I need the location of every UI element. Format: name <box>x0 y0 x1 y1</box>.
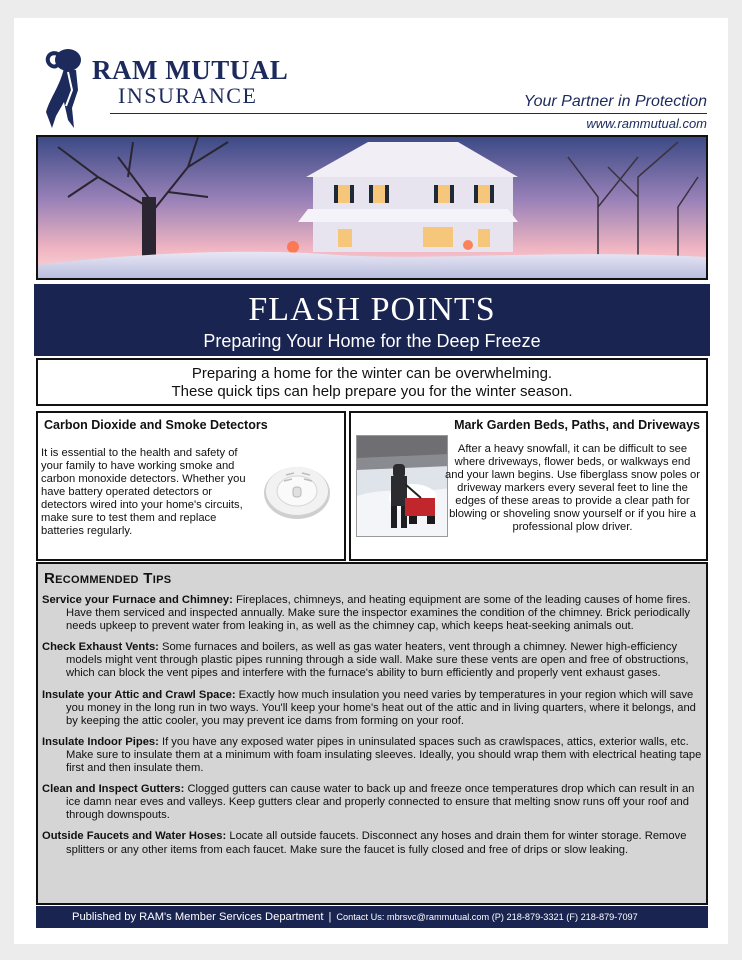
detectors-box <box>36 411 346 561</box>
tip-item <box>42 830 702 856</box>
tip-heading: Clean and Inspect Gutters: <box>42 783 185 796</box>
brand-line1: RAM MUTUAL <box>92 55 289 85</box>
website-link[interactable]: www.rammutual.com <box>586 116 707 131</box>
tip-text: Some furnaces and boilers, as well as gas water heaters, vent through a chimney. Newer high-efficiency models might vent through plastic pipes running through a side wall. Make sure these vents are open and free of obstructions, which can block the vent pipes and interfere with the furnace's ability to burn efficiently and properly vent exhaust gases. <box>66 641 689 680</box>
garden-box <box>349 411 708 561</box>
banner-subtitle: Preparing Your Home for the Deep Freeze <box>203 331 541 351</box>
tip-heading: Check Exhaust Vents: <box>42 641 159 654</box>
tip-heading: Insulate Indoor Pipes: <box>42 735 159 748</box>
detectors-text: It is essential to the health and safety of your family to have working smoke and carbon monoxide detectors. Whether you have battery operated detectors or detectors wired into your home's circuits, make sure to test them and replace batteries regularly. <box>41 447 246 537</box>
brand-name <box>92 56 288 108</box>
intro-line1: Preparing a home for the winter can be overwhelming. <box>191 365 553 382</box>
header-divider <box>110 113 707 114</box>
garden-text: After a heavy snowfall, it can be difficult to see where driveways, flower beds, or walkways end and your lawn begins. Use fiberglass snow poles or driveway markers every several feet to line the edges of these areas to provide a clear path for blowing or shoveling snow yourself or if you hire a professional plow driver. <box>445 443 700 533</box>
title-banner <box>34 284 710 356</box>
detectors-title: Carbon Dioxide and Smoke Detectors <box>44 418 268 432</box>
tip-item <box>42 736 702 775</box>
brand-line2: INSURANCE <box>118 83 258 108</box>
garden-title: Mark Garden Beds, Paths, and Driveways <box>454 418 700 432</box>
tip-heading: Insulate your Attic and Crawl Space: <box>42 688 236 701</box>
tip-heading: Outside Faucets and Water Hoses: <box>42 830 227 843</box>
tip-text: Exactly how much insulation you need varies by temperatures in your region which will save you money in the long run in two ways. You'll keep your home's heat out of the attic and in living quarters, where it belongs, and by keeping the attic cooler, you may prevent ice dams from forming on your roof. <box>66 688 696 727</box>
hero-image-winter-house <box>36 135 708 280</box>
tip-text: Locate all outside faucets. Disconnect any hoses and drain them for winter storage. Remove splitters or any other items from each faucet. Make sure the faucet is fully closed and free of drips or slow leaking. <box>66 830 687 856</box>
tip-item <box>42 689 702 728</box>
intro-box <box>36 358 708 406</box>
snowblower-photo <box>356 435 448 537</box>
tip-item <box>42 594 702 633</box>
intro-line2: These quick tips can help prepare you for the winter season. <box>171 383 573 400</box>
tip-text: Clogged gutters can cause water to back up and freeze once temperatures drop which can result in an ice damn near eves and valleys. Keep gutters clear and properly connected to ensure that melting snow runs off your roof and through downspouts. <box>66 783 695 822</box>
tips-title: Recommended Tips <box>44 570 172 587</box>
ram-logo-icon <box>38 46 90 132</box>
smoke-detector-icon <box>262 461 332 521</box>
tip-item <box>42 783 702 822</box>
tip-item <box>42 641 702 680</box>
tagline: Your Partner in Protection <box>523 93 707 110</box>
tip-text: Fireplaces, chimneys, and heating equipment are some of the leading causes of home fires. Have them serviced and inspected annually. Make sure the inspector examines the condition of the chimney. Brick periodically needs upkeep to prevent water from leaking in, as well as the chimney cap, which keeps heat-seeking animals out. <box>66 594 691 633</box>
footer-separator: | <box>328 911 332 923</box>
footer-published: Published by RAM's Member Services Department <box>72 911 324 923</box>
footer-bar <box>36 906 708 928</box>
tip-text: If you have any exposed water pipes in uninsulated spaces such as crawlspaces, attics, exterior walls, etc. Make sure to insulate them at a minimum with foam insulating sleeves. Ideally, you should wrap them with electrical heating tape first and then insulate them. <box>66 735 702 775</box>
footer-contact[interactable]: Contact Us: mbrsvc@rammutual.com (P) 218-879-3321 (F) 218-879-7097 <box>336 912 638 922</box>
banner-title: FLASH POINTS <box>248 291 496 328</box>
recommended-tips <box>36 562 708 905</box>
tip-heading: Service your Furnace and Chimney: <box>42 594 233 606</box>
